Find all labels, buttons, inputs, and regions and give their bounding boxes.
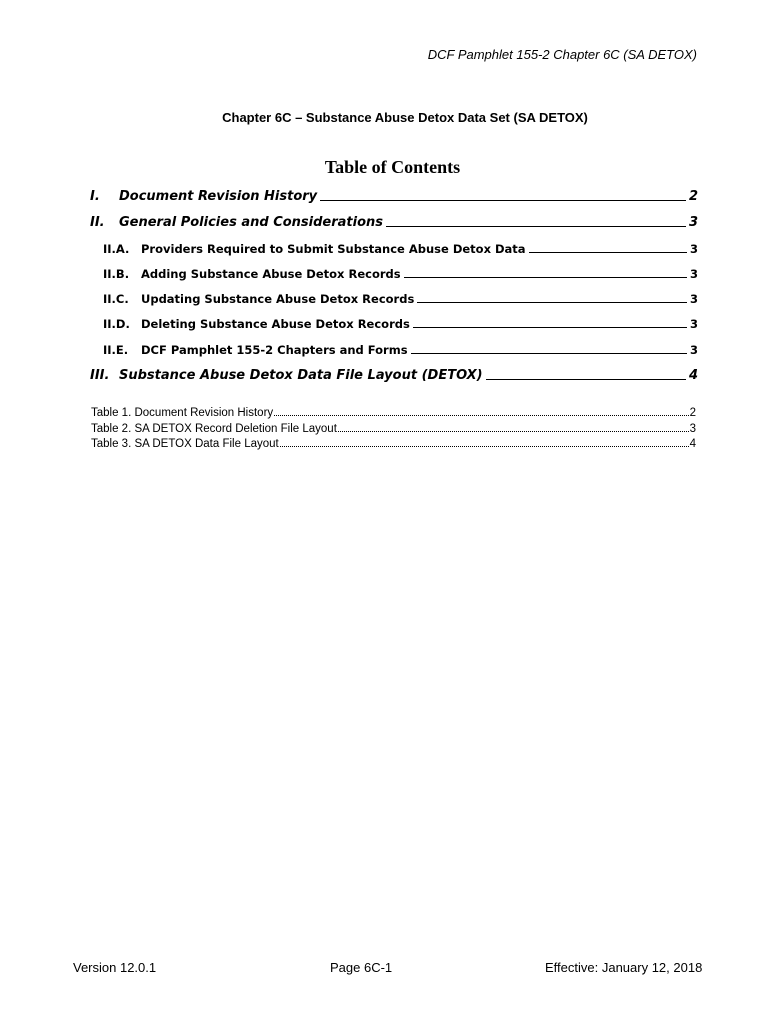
- toc-entry-text: Substance Abuse Detox Data File Layout (DETOX): [119, 368, 483, 383]
- toc-entry-text: Updating Substance Abuse Detox Records: [141, 292, 415, 306]
- footer-page-number: Page 6C-1: [330, 960, 393, 975]
- toc-entry-text: Adding Substance Abuse Detox Records: [141, 267, 401, 281]
- toc-entry-page: 3: [689, 242, 698, 256]
- toc-entry-7[interactable]: [103, 341, 698, 357]
- table-list-page: 2: [689, 407, 696, 419]
- table-list-text: Table 1. Document Revision History: [91, 407, 274, 419]
- toc-entry-page: 4: [688, 368, 698, 383]
- table-list-text: Table 2. SA DETOX Record Deletion File Layout: [91, 423, 337, 435]
- running-header: DCF Pamphlet 155-2 Chapter 6C (SA DETOX): [427, 47, 697, 62]
- toc-entry-4[interactable]: [103, 265, 698, 281]
- toc-entry-page: 2: [688, 189, 698, 204]
- footer-effective-date: Effective: January 12, 2018: [545, 960, 703, 975]
- toc-entry-text: General Policies and Considerations: [119, 215, 384, 230]
- toc-entry-text: Deleting Substance Abuse Detox Records: [141, 317, 410, 331]
- toc-entry-text: Document Revision History: [119, 189, 318, 204]
- toc-entry-number: II.B.: [103, 267, 130, 281]
- footer-version: Version 12.0.1: [73, 960, 157, 975]
- toc-entry-number: II.C.: [103, 292, 129, 306]
- toc-leader: [413, 326, 687, 328]
- table-list-leader: [338, 430, 689, 432]
- toc-leader: [486, 378, 686, 380]
- toc-entry-page: 3: [689, 267, 698, 281]
- toc-entry-2[interactable]: [90, 214, 698, 230]
- toc-entry-3[interactable]: [103, 240, 698, 256]
- toc-entry-page: 3: [689, 317, 698, 331]
- toc-entry-6[interactable]: [103, 315, 698, 331]
- toc-leader: [404, 276, 687, 278]
- toc-leader: [386, 225, 686, 227]
- toc-entry-number: II.A.: [103, 242, 130, 256]
- toc-entry-page: 3: [688, 215, 698, 230]
- toc-entry-number: II.D.: [103, 317, 130, 331]
- table-list-entry-3[interactable]: [91, 437, 696, 450]
- toc-entry-number: II.: [90, 215, 105, 230]
- toc-leader: [529, 251, 687, 253]
- toc-leader: [417, 301, 687, 303]
- table-list-entry-1[interactable]: [91, 406, 696, 419]
- chapter-title: Chapter 6C – Substance Abuse Detox Data Set (SA DETOX): [222, 110, 588, 125]
- toc-leader: [320, 199, 686, 201]
- toc-entry-5[interactable]: [103, 290, 698, 306]
- toc-entry-page: 3: [689, 292, 698, 306]
- table-list-page: 4: [689, 438, 696, 450]
- toc-entry-1[interactable]: [90, 188, 698, 204]
- toc-leader: [411, 352, 687, 354]
- table-list-page: 3: [689, 423, 696, 435]
- toc-entry-text: Providers Required to Submit Substance Abuse Detox Data: [141, 242, 526, 256]
- toc-title: Table of Contents: [324, 157, 461, 177]
- table-list-entry-2[interactable]: [91, 422, 696, 435]
- toc-entry-text: DCF Pamphlet 155-2 Chapters and Forms: [141, 343, 408, 357]
- toc-entry-page: 3: [689, 343, 698, 357]
- toc-entry-8[interactable]: [90, 367, 698, 383]
- toc-entry-number: I.: [90, 189, 100, 204]
- table-list-text: Table 3. SA DETOX Data File Layout: [91, 438, 279, 450]
- table-list-leader: [280, 445, 689, 447]
- toc-entry-number: III.: [90, 368, 110, 383]
- toc-entry-number: II.E.: [103, 343, 129, 357]
- table-list-leader: [274, 414, 688, 416]
